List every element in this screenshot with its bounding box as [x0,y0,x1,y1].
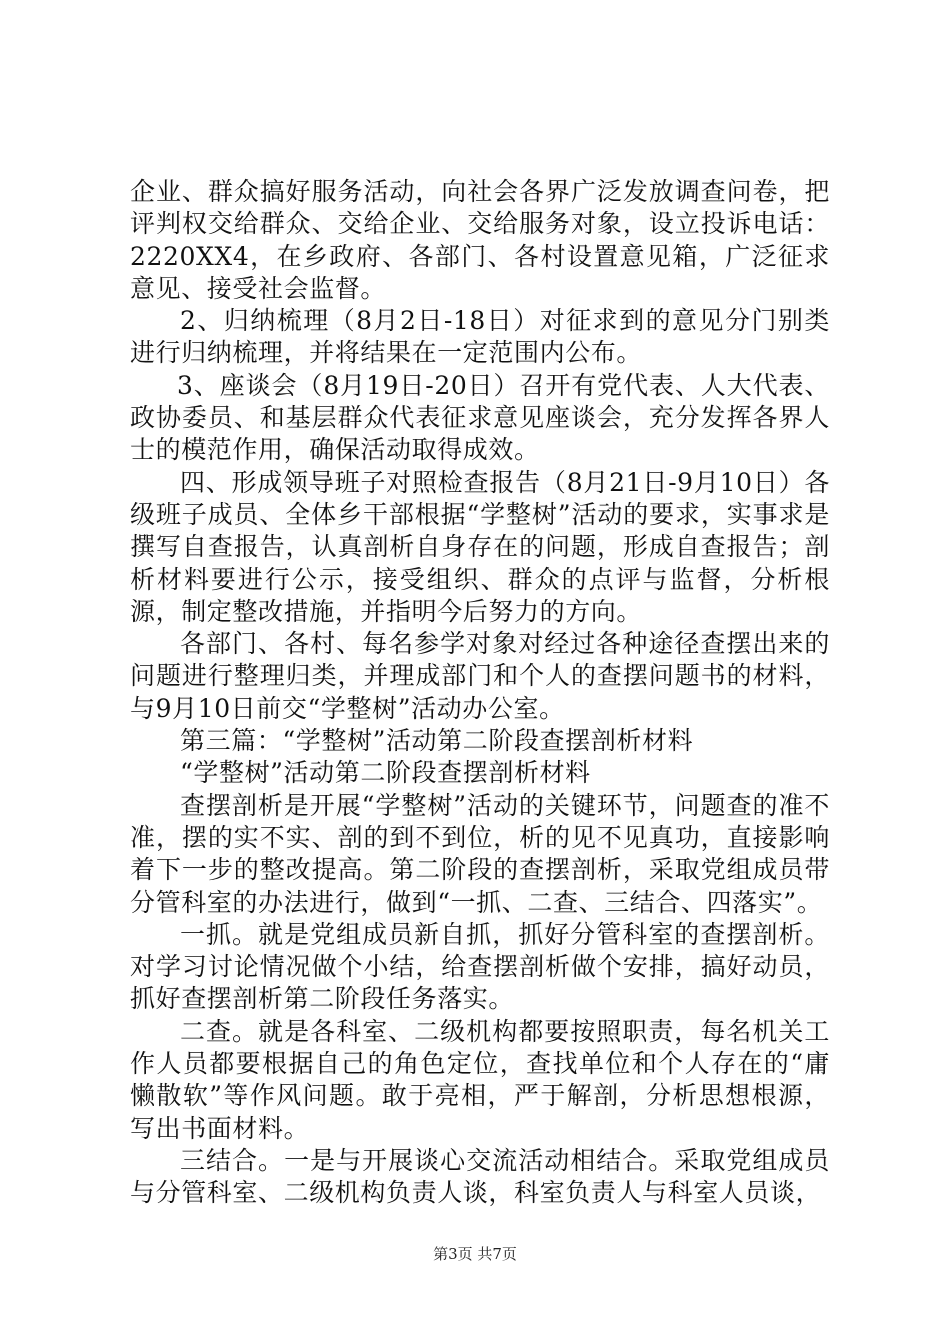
page-number: 第3页 共7页 [433,1245,517,1263]
paragraph-item-3: 3、座谈会（8月19日-20日）召开有党代表、人大代表、政协委员、和基层群众代表征求意见座谈会，充分发挥各界人士的模范作用，确保活动取得成效。 [130,370,830,465]
paragraph-submission: 各部门、各村、每名参学对象对经过各种途径查摆出来的问题进行整理归类，并理成部门和个人的查摆问题书的材料，与9月10日前交“学整树”活动办公室。 [130,629,830,723]
document-body [130,176,830,1210]
paragraph-one-grasp: 一抓。就是党组成员新自抓，抓好分管科室的查摆剖析。对学习讨论情况做个小结，给查摆剖析做个安排，搞好动员，抓好查摆剖析第二阶段任务落实。 [130,919,830,1014]
chapter-subtitle: “学整树”活动第二阶段查摆剖析材料 [180,758,591,788]
paragraph-three-combine: 三结合。一是与开展谈心交流活动相结合。采取党组成员与分管科室、二级机构负责人谈，科室负责人与科室人员谈， [130,1145,830,1208]
paragraph-item-2: 2、归纳梳理（8月2日-18日）对征求到的意见分门别类进行归纳梳理，并将结果在一定范围内公布。 [130,306,830,368]
paragraph-section-4: 四、形成领导班子对照检查报告（8月21日-9月10日）各级班子成员、全体乡干部根据“学整树”活动的要求，实事求是撰写自查报告，认真剖析自身存在的问题，形成自查报告；剖析材料要进行公示，接受组织、群众的点评与监督，分析根源，制定整改措施，并指明今后努力的方向。 [130,467,830,626]
paragraph-continuation: 企业、群众搞好服务活动，向社会各界广泛发放调查问卷，把评判权交给群众、交给企业、交给服务对象，设立投诉电话：2220XX4，在乡政府、各部门、各村设置意见箱，广泛征求意见、接受社会监督。 [130,177,830,303]
paragraph-intro: 查摆剖析是开展“学整树”活动的关键环节，问题查的准不准，摆的实不实、剖的到不到位，析的见不见真功，直接影响着下一步的整改提高。第二阶段的查摆剖析，采取党组成员带分管科室的办法进行，做到“一抓、二查、三结合、四落实”。 [130,790,830,917]
chapter-heading: 第三篇：“学整树”活动第二阶段查摆剖析材料 [180,726,694,756]
paragraph-two-check: 二查。就是各科室、二级机构都要按照职责，每名机关工作人员都要根据自己的角色定位，查找单位和个人存在的“庸懒散软”等作风问题。敢于亮相，严于解剖，分析思想根源，写出书面材料。 [130,1016,830,1143]
